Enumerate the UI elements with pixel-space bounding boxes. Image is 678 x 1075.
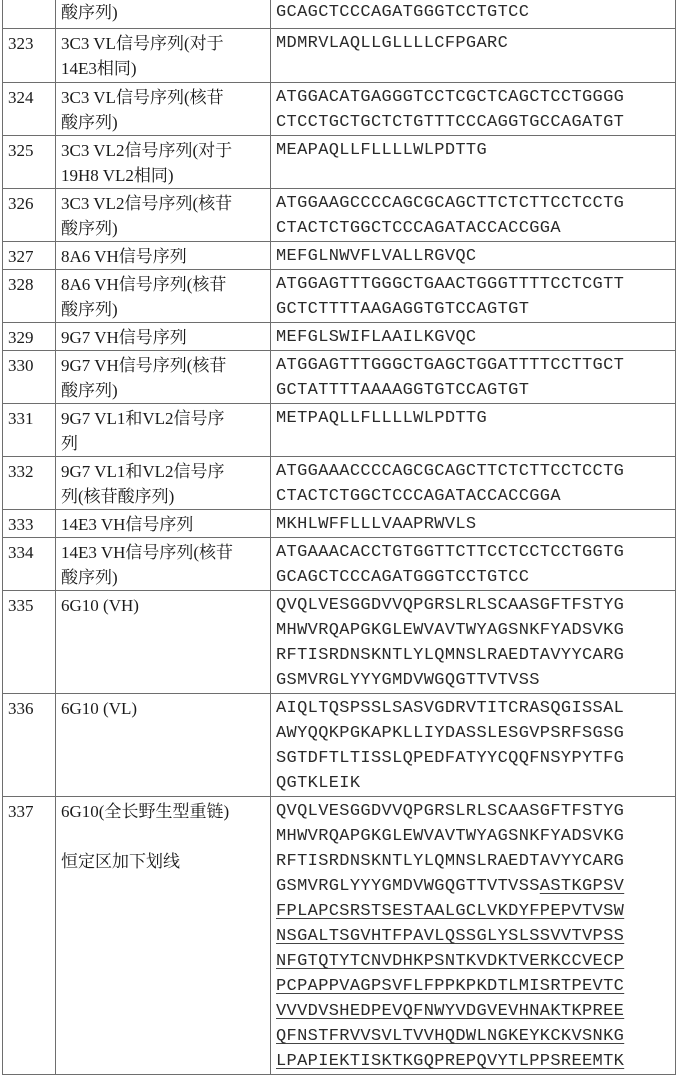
description-line: 酸序列) xyxy=(61,219,118,238)
sequence-line: ATGGAAACCCCAGCGCAGCTTCTCTTCCTCCTG xyxy=(276,462,625,481)
seq-id-number: 324 xyxy=(3,83,56,136)
sequence-line: GCTATTTTAAAAGGTGTCCAGTGT xyxy=(276,381,530,400)
sequence-description xyxy=(56,538,271,591)
sequence-line: GCTCTTTTAAGAGGTGTCCAGTGT xyxy=(276,300,530,319)
description-line: 19H8 VL2相同) xyxy=(61,166,174,185)
seq-id-number xyxy=(3,0,56,29)
seq-id-number: 336 xyxy=(3,694,56,797)
description-line: 9G7 VH信号序列(核苷 xyxy=(61,356,227,375)
description-line: 恒定区加下划线 xyxy=(61,852,180,871)
description-line: 6G10 (VH) xyxy=(61,596,139,615)
description-line: 8A6 VH信号序列 xyxy=(61,247,187,266)
sequence-line: MDMRVLAQLLGLLLLCFPGARC xyxy=(276,34,509,53)
description-line: 14E3 VH信号序列(核苷 xyxy=(61,543,234,562)
sequence-table xyxy=(2,0,676,1075)
sequence-line: ATGGACATGAGGGTCCTCGCTCAGCTCCTGGGG xyxy=(276,88,625,107)
variable-region-text: GSMVRGLYYYGMDVWGQGTTVTVSS xyxy=(276,877,540,896)
sequence-line: CTCCTGCTGCTCTGTTTCCCAGGTGCCAGATGT xyxy=(276,113,625,132)
seq-id-number: 331 xyxy=(3,404,56,457)
sequence-line: QVQLVESGGDVVQPGRSLRLSCAASGFTFSTYG xyxy=(276,596,625,615)
sequence-line: MEFGLNWVFLVALLRGVQC xyxy=(276,247,477,266)
table-row xyxy=(3,591,676,694)
seq-id-number: 328 xyxy=(3,270,56,323)
constant-region-underlined-text: LPAPIEKTISKTKGQPREPQVYTLPPSREEMTK xyxy=(276,1052,625,1071)
sequence-description xyxy=(56,694,271,797)
sequence-value xyxy=(271,83,676,136)
table-row xyxy=(3,270,676,323)
table-row xyxy=(3,189,676,242)
sequence-line: GCAGCTCCCAGATGGGTCCTGTCC xyxy=(276,568,530,587)
sequence-line xyxy=(276,824,670,849)
description-line: 9G7 VH信号序列 xyxy=(61,328,187,347)
table-row xyxy=(3,538,676,591)
description-line: 6G10(全长野生型重链) xyxy=(61,802,230,821)
constant-region-underlined-text: NSGALTSGVHTFPAVLQSSGLYSLSSVVTVPSS xyxy=(276,927,625,946)
table-row xyxy=(3,136,676,189)
sequence-value xyxy=(271,457,676,510)
table-row xyxy=(3,457,676,510)
description-line: 3C3 VL2信号序列(对于 xyxy=(61,141,233,160)
description-line: 8A6 VH信号序列(核苷 xyxy=(61,275,227,294)
sequence-line: MEFGLSWIFLAAILKGVQC xyxy=(276,328,477,347)
sequence-value xyxy=(271,242,676,270)
description-line: 3C3 VL信号序列(对于 xyxy=(61,34,224,53)
sequence-line xyxy=(276,1049,670,1074)
sequence-line xyxy=(276,899,670,924)
sequence-description xyxy=(56,242,271,270)
sequence-description xyxy=(56,29,271,83)
sequence-description xyxy=(56,323,271,351)
seq-id-number: 327 xyxy=(3,242,56,270)
sequence-value xyxy=(271,797,676,1075)
sequence-line: GSMVRGLYYYGMDVWGQGTTVTVSS xyxy=(276,671,540,690)
description-line xyxy=(61,824,265,849)
description-line: 酸序列) xyxy=(61,113,118,132)
document-page xyxy=(2,0,675,1075)
sequence-value xyxy=(271,270,676,323)
table-row xyxy=(3,83,676,136)
sequence-line: METPAQLLFLLLLWLPDTTG xyxy=(276,409,488,428)
sequence-line: QGTKLEIK xyxy=(276,774,361,793)
table-row xyxy=(3,242,676,270)
sequence-line xyxy=(276,1024,670,1049)
sequence-line: CTACTCTGGCTCCCAGATACCACCGGA xyxy=(276,219,561,238)
variable-region-text: MHWVRQAPGKGLEWVAVTWYAGSNKFYADSVKG xyxy=(276,827,625,846)
table-row xyxy=(3,323,676,351)
constant-region-underlined-text: PCPAPPVAGPSVFLFPPKPKDTLMISRTPEVTC xyxy=(276,977,625,996)
constant-region-underlined-text: QFNSTFRVVSVLTVVHQDWLNGKEYKCKVSNKG xyxy=(276,1027,625,1046)
sequence-value xyxy=(271,189,676,242)
sequence-line xyxy=(276,999,670,1024)
sequence-line: ATGGAGTTTGGGCTGAACTGGGTTTTCCTCGTT xyxy=(276,275,625,294)
sequence-description xyxy=(56,510,271,538)
sequence-value xyxy=(271,510,676,538)
description-line: 3C3 VL信号序列(核苷 xyxy=(61,88,224,107)
table-row xyxy=(3,404,676,457)
seq-id-number: 325 xyxy=(3,136,56,189)
description-line: 酸序列) xyxy=(61,381,118,400)
sequence-line: MEAPAQLLFLLLLWLPDTTG xyxy=(276,141,488,160)
sequence-value xyxy=(271,538,676,591)
sequence-value xyxy=(271,323,676,351)
sequence-value xyxy=(271,404,676,457)
table-row xyxy=(3,510,676,538)
sequence-line xyxy=(276,949,670,974)
description-line: 酸序列) xyxy=(61,3,118,22)
seq-id-number: 326 xyxy=(3,189,56,242)
sequence-line: ATGGAAGCCCCAGCGCAGCTTCTCTTCCTCCTG xyxy=(276,194,625,213)
sequence-line: SGTDFTLTISSLQPEDFATYYCQQFNSYPYTFG xyxy=(276,749,625,768)
seq-id-number: 335 xyxy=(3,591,56,694)
table-row xyxy=(3,0,676,29)
sequence-description xyxy=(56,189,271,242)
seq-id-number: 323 xyxy=(3,29,56,83)
sequence-line: MHWVRQAPGKGLEWVAVTWYAGSNKFYADSVKG xyxy=(276,621,625,640)
sequence-description xyxy=(56,351,271,404)
sequence-line xyxy=(276,924,670,949)
sequence-value xyxy=(271,351,676,404)
table-row xyxy=(3,29,676,83)
sequence-description xyxy=(56,797,271,1075)
seq-id-number: 332 xyxy=(3,457,56,510)
sequence-line xyxy=(276,874,670,899)
sequence-line xyxy=(276,849,670,874)
seq-id-number: 329 xyxy=(3,323,56,351)
sequence-table-body xyxy=(3,0,676,1075)
sequence-line xyxy=(276,974,670,999)
table-row xyxy=(3,351,676,404)
constant-region-underlined-text: FPLAPCSRSTSESTAALGCLVKDYFPEPVTVSW xyxy=(276,902,625,921)
seq-id-number: 330 xyxy=(3,351,56,404)
sequence-line: RFTISRDNSKNTLYLQMNSLRAEDTAVYYCARG xyxy=(276,646,625,665)
sequence-description xyxy=(56,591,271,694)
sequence-value xyxy=(271,29,676,83)
description-line: 列 xyxy=(61,434,78,453)
sequence-line: MKHLWFFLLLVAAPRWVLS xyxy=(276,515,477,534)
variable-region-text: RFTISRDNSKNTLYLQMNSLRAEDTAVYYCARG xyxy=(276,852,625,871)
sequence-line: ATGAAACACCTGTGGTTCTTCCTCCTCCTGGTG xyxy=(276,543,625,562)
sequence-description xyxy=(56,457,271,510)
sequence-description xyxy=(56,83,271,136)
sequence-line: AIQLTQSPSSLSASVGDRVTITCRASQGISSAL xyxy=(276,699,625,718)
sequence-line: ATGGAGTTTGGGCTGAGCTGGATTTTCCTTGCT xyxy=(276,356,625,375)
variable-region-text: QVQLVESGGDVVQPGRSLRLSCAASGFTFSTYG xyxy=(276,802,625,821)
seq-id-number: 333 xyxy=(3,510,56,538)
sequence-value xyxy=(271,694,676,797)
sequence-line xyxy=(276,799,670,824)
sequence-description xyxy=(56,0,271,29)
sequence-line: CTACTCTGGCTCCCAGATACCACCGGA xyxy=(276,487,561,506)
sequence-description xyxy=(56,136,271,189)
description-line: 14E3相同) xyxy=(61,59,137,78)
description-line: 14E3 VH信号序列 xyxy=(61,515,194,534)
sequence-line: AWYQQKPGKAPKLLIYDASSLESGVPSRFSGSG xyxy=(276,724,625,743)
description-line: 9G7 VL1和VL2信号序 xyxy=(61,409,225,428)
table-row xyxy=(3,694,676,797)
sequence-value xyxy=(271,591,676,694)
sequence-value xyxy=(271,0,676,29)
constant-region-underlined-text: NFGTQTYTCNVDHKPSNTKVDKTVERKCCVECP xyxy=(276,952,625,971)
sequence-description xyxy=(56,270,271,323)
seq-id-number: 337 xyxy=(3,797,56,1075)
sequence-description xyxy=(56,404,271,457)
description-line: 6G10 (VL) xyxy=(61,699,138,718)
description-line: 9G7 VL1和VL2信号序 xyxy=(61,462,225,481)
sequence-value xyxy=(271,136,676,189)
sequence-line: GCAGCTCCCAGATGGGTCCTGTCC xyxy=(276,3,530,22)
seq-id-number: 334 xyxy=(3,538,56,591)
constant-region-underlined-text: VVVDVSHEDPEVQFNWYVDGVEVHNAKTKPREE xyxy=(276,1002,625,1021)
description-line: 列(核苷酸序列) xyxy=(61,487,175,506)
constant-region-underlined-text: ASTKGPSV xyxy=(539,877,625,896)
description-line: 酸序列) xyxy=(61,300,118,319)
table-row xyxy=(3,797,676,1075)
description-line: 3C3 VL2信号序列(核苷 xyxy=(61,194,233,213)
description-line: 酸序列) xyxy=(61,568,118,587)
